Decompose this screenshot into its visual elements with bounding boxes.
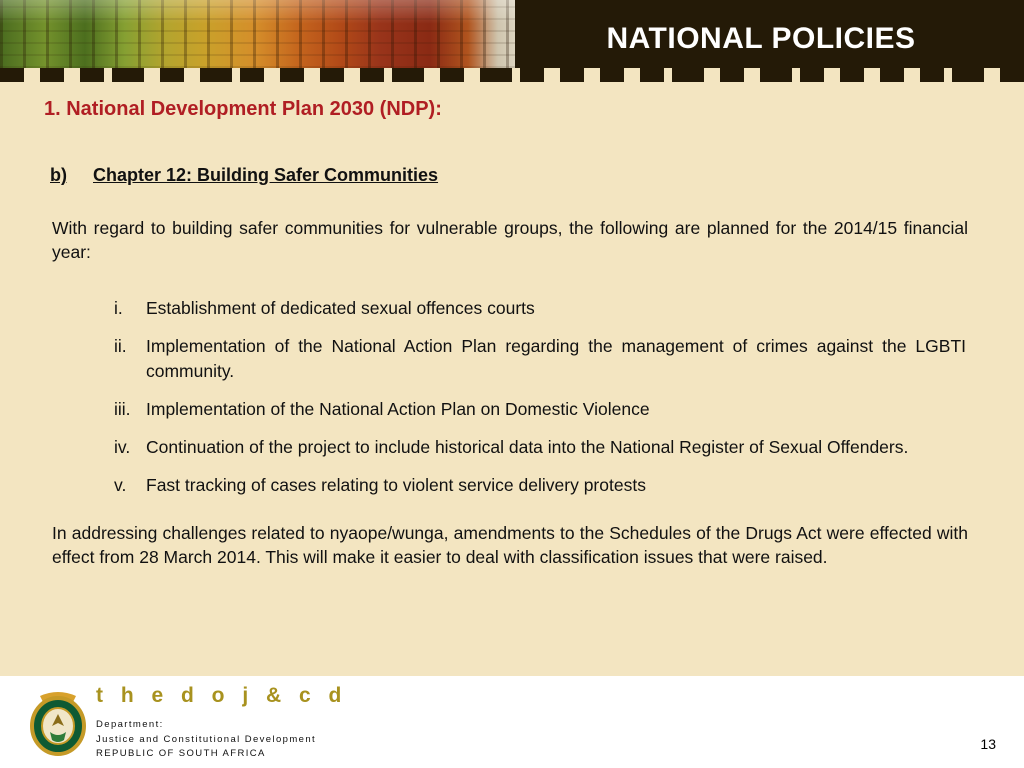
- list-item-marker: ii.: [114, 336, 127, 357]
- header-artwork-image: [0, 0, 515, 68]
- list-item: [114, 473, 966, 497]
- list-item-marker: i.: [114, 298, 123, 319]
- header-teeth-border: [0, 68, 1024, 82]
- section-heading: 1. National Development Plan 2030 (NDP):: [44, 98, 442, 120]
- department-block: [96, 718, 316, 762]
- list-item: [114, 334, 966, 382]
- list-item: [114, 397, 966, 421]
- coat-of-arms-logo: [28, 688, 88, 756]
- department-name: Justice and Constitutional Development: [96, 733, 317, 745]
- doj-brand-text: t h e d o j & c d: [96, 684, 348, 707]
- slide-content: [0, 82, 1024, 569]
- roman-numeral-list: [0, 296, 1024, 497]
- department-label: Department:: [96, 719, 164, 730]
- footer: [0, 676, 1024, 768]
- list-item-marker: iii.: [114, 398, 131, 419]
- closing-paragraph: In addressing challenges related to nyaope/wunga, amendments to the Schedules of the Drugs Act were effected with effect from 28 March 2014. This will make it easier to deal with classification issues that were raised.: [52, 523, 968, 568]
- list-item: [114, 296, 966, 320]
- sub-heading: [50, 165, 984, 186]
- header-bar: [0, 0, 1024, 68]
- sub-heading-marker: b): [50, 165, 67, 185]
- list-item-marker: v.: [114, 474, 127, 495]
- list-item-text: Implementation of the National Action Plan regarding the management of crimes against the LGBTI community.: [146, 336, 966, 381]
- sub-heading-text: Chapter 12: Building Safer Communities: [93, 165, 439, 185]
- country-name: REPUBLIC OF SOUTH AFRICA: [96, 748, 266, 760]
- slide-title: NATIONAL POLICIES: [606, 22, 916, 55]
- list-item-text: Establishment of dedicated sexual offences courts: [146, 298, 535, 319]
- page-number: 13: [980, 736, 996, 752]
- list-item-text: Fast tracking of cases relating to violent service delivery protests: [146, 474, 646, 495]
- intro-paragraph: With regard to building safer communities for vulnerable groups, the following are planned for the 2014/15 financial year:: [52, 218, 968, 263]
- list-item-marker: iv.: [114, 436, 131, 457]
- list-item-text: Continuation of the project to include historical data into the National Register of Sexual Offenders.: [146, 436, 909, 457]
- list-item-text: Implementation of the National Action Plan on Domestic Violence: [146, 398, 650, 419]
- list-item: [114, 435, 966, 459]
